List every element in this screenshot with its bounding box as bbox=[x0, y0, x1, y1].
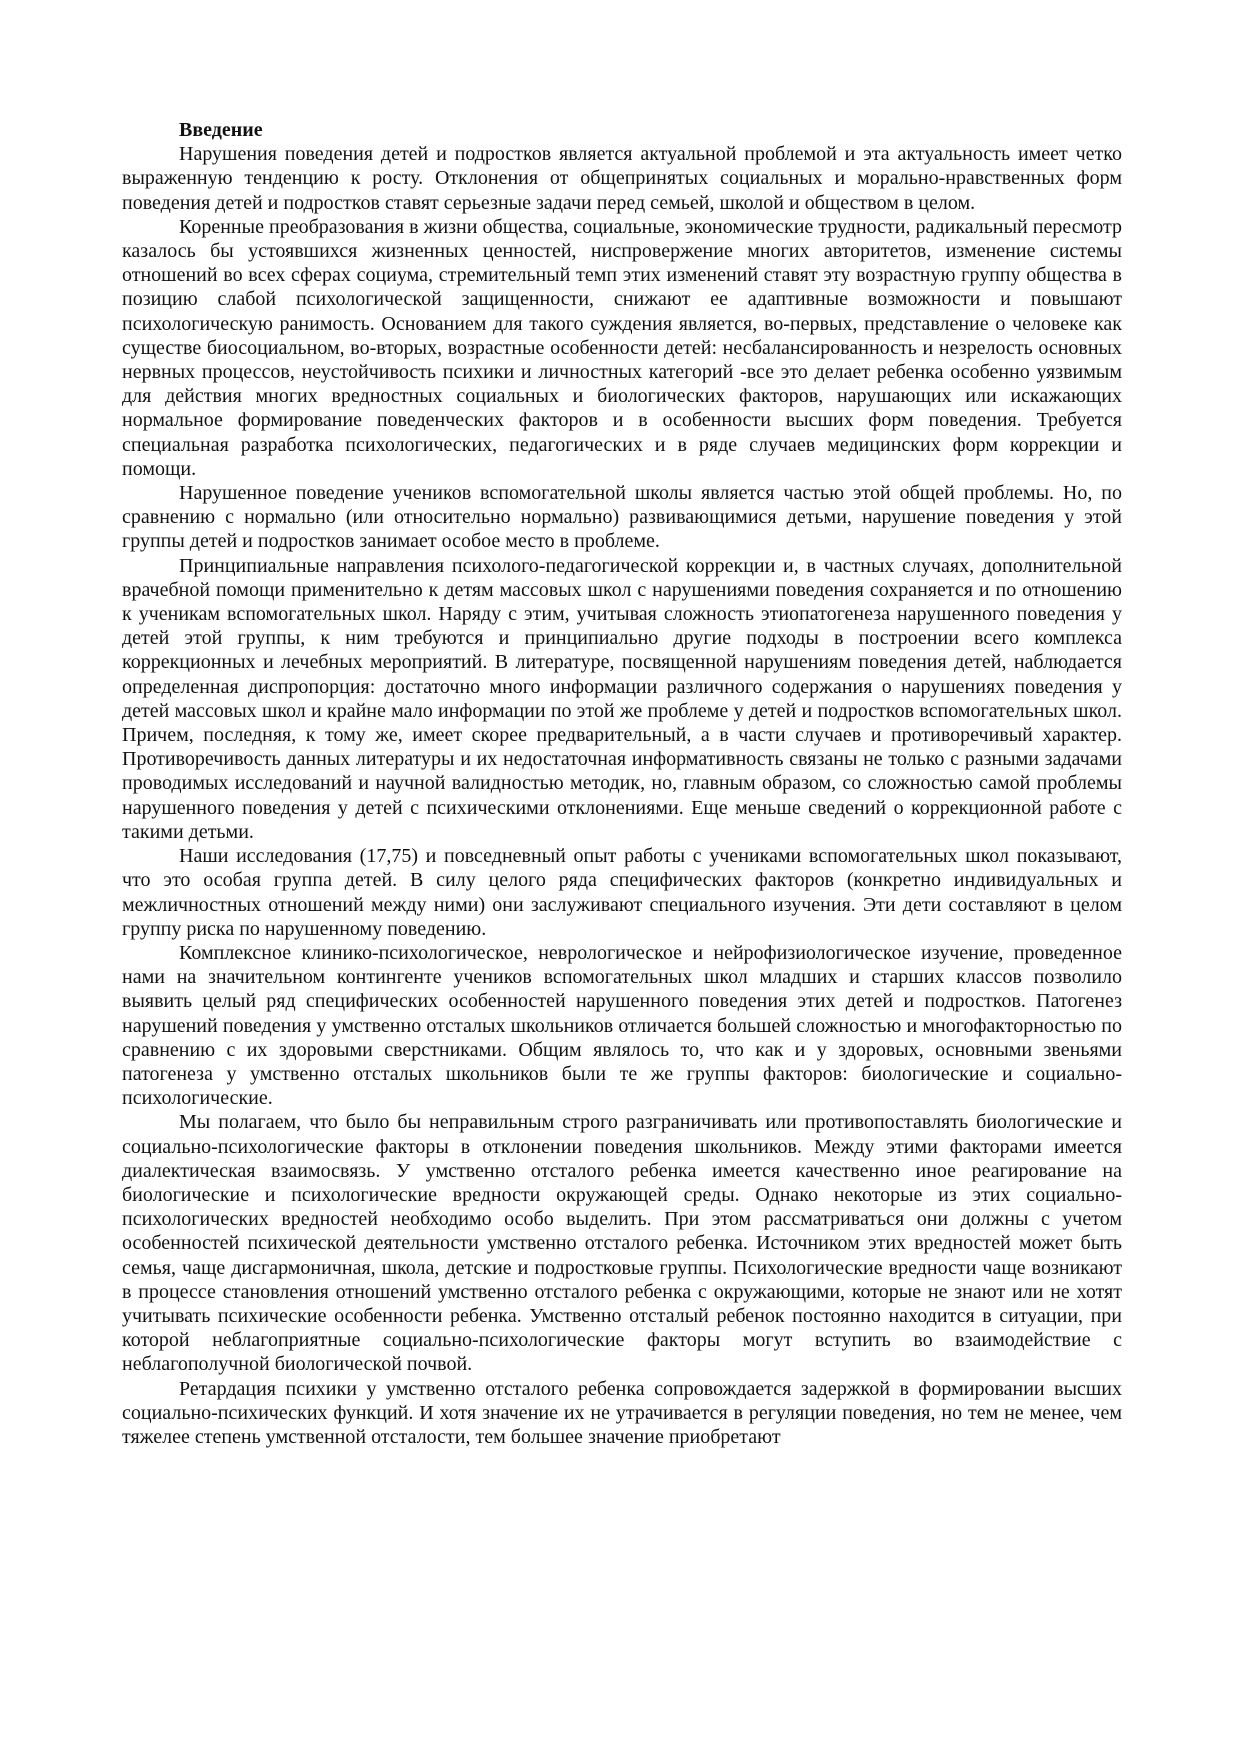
paragraph-4: Принципиальные направления психолого-педагогической коррекции и, в частных случаях, дополнительной врачебной помощи применительно к детям массовых школ с нарушениями поведения сохраняется и по отношению к ученикам вспомогательных школ. Наряду с этим, учитывая сложность этиопатогенеза нарушенного поведения у детей этой группы, к ним требуются и принципиально другие подходы в построении всего комплекса коррекционных и лечебных мероприятий. В литературе, посвященной нарушениям поведения детей, наблюдается определенная диспропорция: достаточно много информации различного содержания о нарушениях поведения у детей массовых школ и крайне мало информации по этой же проблеме у детей и подростков вспомогательных школ. Причем, последняя, к тому же, имеет скорее предварительный, а в части случаев и противоречивый характер. Противоречивость данных литературы и их недостаточная информативность связаны не только с разными задачами проводимых исследований и научной валидностью методик, но, главным образом, со сложностью самой проблемы нарушенного поведения у детей с психическими отклонениями. Еще меньше сведений о коррекционной работе с такими детьми. bbox=[122, 554, 1122, 843]
paragraph-8: Ретардация психики у умственно отсталого ребенка сопровождается задержкой в формировании высших социально-психических функций. И хотя значение их не утрачивается в регуляции поведения, но тем не менее, чем тяжелее степень умственной отсталости, тем большее значение приобретают bbox=[122, 1377, 1122, 1448]
paragraph-5: Наши исследования (17,75) и повседневный опыт работы с учениками вспомогательных школ показывают, что это особая группа детей. В силу целого ряда специфических факторов (конкретно индивидуальных и межличностных отношений между ними) они заслуживают специального изучения. Эти дети составляют в целом группу риска по нарушенному поведению. bbox=[122, 845, 1122, 940]
paragraph-2: Коренные преобразования в жизни общества, социальные, экономические трудности, радикальный пересмотр казалось бы устоявшихся жизненных ценностей, ниспровержение многих авторитетов, изменение системы отношений во всех сферах социума, стремительный темп этих изменений ставят эту возрастную группу общества в позицию слабой психологической защищенности, снижают ее адаптивные возможности и повышают психологическую ранимость. Основанием для такого суждения является, во-первых, представление о человеке как существе биосоциальном, во-вторых, возрастные особенности детей: несбалансированность и незрелость основных нервных процессов, неустойчивость психики и личностных категорий -все это делает ребенка особенно уязвимым для действия многих вредностных социальных и биологических факторов, нарушающих или искажающих нормальное формирование поведенческих факторов и в особенности высших форм поведения. Требуется специальная разработка психологических, педагогических и в ряде случаев медицинских форм коррекции и помощи. bbox=[122, 215, 1122, 480]
section-heading: Введение bbox=[179, 119, 263, 141]
paragraph-1: Нарушения поведения детей и подростков является актуальной проблемой и эта актуальность имеет четко выраженную тенденцию к росту. Отклонения от общепринятых социальных и морально-нравственных форм поведения детей и подростков ставят серьезные задачи перед семьей, школой и обществом в целом. bbox=[122, 143, 1122, 214]
paragraph-3: Нарушенное поведение учеников вспомогательной школы является частью этой общей проблемы. Но, по сравнению с нормально (или относительно нормально) развивающимися детьми, нарушение поведения у этой группы детей и подростков занимает особое место в проблеме. bbox=[122, 482, 1122, 553]
paragraph-7: Мы полагаем, что было бы неправильным строго разграничивать или противопоставлять биологические и социально-психологические факторы в отклонении поведения школьников. Между этими факторами имеется диалектическая взаимосвязь. У умственно отсталого ребенка имеется качественно иное реагирование на биологические и психологические вредности окружающей среды. Однако некоторые из этих социально-психологических вредностей необходимо особо выделить. При этом рассматриваться они должны с учетом особенностей психической деятельности умственно отсталого ребенка. Источником этих вредностей может быть семья, чаще дисгармоничная, школа, детские и подростковые группы. Психологические вредности чаще возникают в процессе становления отношений умственно отсталого ребенка с окружающими, которые не знают или не хотят учитывать психические особенности ребенка. Умственно отсталый ребенок постоянно находится в ситуации, при которой неблагоприятные социально-психологические факторы могут вступить во взаимодействие с неблагополучной биологической почвой. bbox=[122, 1111, 1122, 1376]
paragraph-6: Комплексное клинико-психологическое, неврологическое и нейрофизиологическое изучение, проведенное нами на значительном контингенте учеников вспомогательных школ младших и старших классов позволило выявить целый ряд специфических особенностей нарушенного поведения этих детей и подростков. Патогенез нарушений поведения у умственно отсталых школьников отличается большей сложностью и многофакторностью по сравнению с их здоровыми сверстниками. Общим являлось то, что как и у здоровых, основными звеньями патогенеза у умственно отсталых школьников были те же группы факторов: биологические и социально-психологические. bbox=[122, 941, 1122, 1110]
document-page bbox=[122, 118, 1122, 1449]
